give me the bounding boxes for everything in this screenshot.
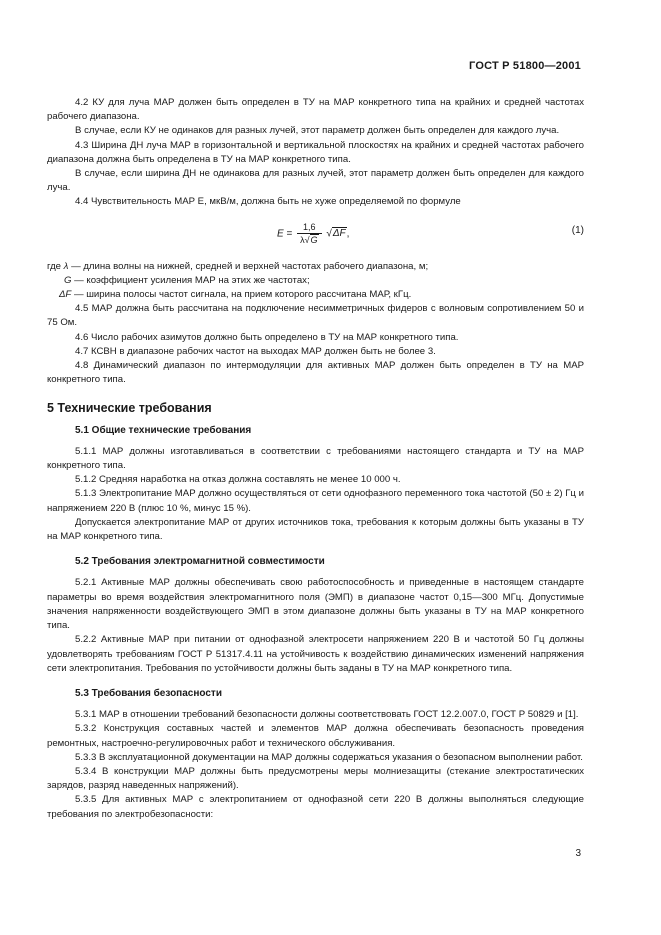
paragraph-4-5: 4.5 МАР должна быть рассчитана на подключение несимметричных фидеров с волновым сопротивлением 50 и 75 Ом. [47, 303, 584, 329]
formula-sqrt-g: G [310, 234, 318, 245]
section-5-2-heading: 5.2 Требования электромагнитной совместимости [75, 556, 325, 568]
sqrt-symbol: √ [304, 234, 310, 245]
paragraph-5-1-3-note: Допускается электропитание МАР от других источников тока, требования к которым должны быть указаны в ТУ на МАР конкретного типа. [47, 516, 584, 543]
formula-numerator: 1,6 [297, 222, 321, 234]
where-text: — длина волны на нижней, средней и верхней частотах рабочего диапазона, м; [68, 260, 429, 272]
paragraph-5-1-1: 5.1.1 МАР должны изготавливаться в соответствии с требованиями настоящего стандарта и ТУ на МАР конкретного типа. [47, 445, 584, 472]
paragraph-5-3-2: 5.3.2 Конструкция составных частей и элементов МАР должна обеспечивать безопасность проведения ремонтных, настроечно-регулировочных работ и технического обслуживания. [47, 723, 584, 749]
paragraph-4-2b: В случае, если КУ не одинаков для разных лучей, этот параметр должен быть определен для каждого луча. [75, 125, 560, 137]
formula-expression [277, 222, 349, 246]
paragraph-5-3-4: 5.3.4 В конструкции МАР должны быть предусмотрены меры молниезащиты (стекание электростатических зарядов, разряд наведенных напряжений). [47, 765, 584, 792]
paragraph-4-7: 4.7 КСВН в диапазоне рабочих частот на выходах МАР должен быть не более 3. [75, 345, 436, 357]
where-symbol: ΔF [59, 289, 72, 301]
paragraph-4-6: 4.6 Число рабочих азимутов должно быть определено в ТУ на МАР конкретного типа. [75, 331, 459, 343]
where-symbol: λ [63, 260, 69, 272]
sqrt-symbol: √ [326, 228, 332, 240]
paragraph-4-3a: 4.3 Ширина ДН луча МАР в горизонтальной и вертикальной плоскостях на крайних и средней частотах рабочего диапазона должна быть определена в ТУ на МАР конкретного типа. [47, 139, 584, 165]
formula-comma: , [346, 228, 350, 240]
where-line-g [47, 274, 584, 288]
document-id: ГОСТ Р 51800—2001 [469, 60, 581, 72]
paragraph-5-2-2: 5.2.2 Активные МАР при питании от однофазной электросети напряжением 220 В и частотой 50 Гц должны удовлетворять требованиям ГОСТ Р 51317.4.11 на устойчивость к воздействию динамических изменений напряжения сети электропитания. Требования по устойчивости должны быть заданы в ТУ на МАР конкретного типа. [47, 634, 584, 674]
paragraph-5-3-1: 5.3.1 МАР в отношении требований безопасности должны соответствовать ГОСТ 12.2.007.0, ГОСТ Р 50829 и [1]. [75, 709, 579, 721]
page-content [47, 96, 584, 822]
where-symbol: G [64, 274, 72, 286]
paragraph-5-1-2: 5.1.2 Средняя наработка на отказ должна составлять не менее 10 000 ч. [75, 474, 401, 486]
paragraph-5-3-3: 5.3.3 В эксплуатационной документации на МАР должны содержаться указания о безопасном выполнении работ. [75, 751, 583, 763]
formula-fraction [297, 222, 321, 246]
section-5-1-heading: 5.1 Общие технические требования [75, 424, 252, 436]
paragraph-5-3-5: 5.3.5 Для активных МАР с электропитанием от однофазной сети 220 В должны выполняться следующие требования по электробезопасности: [47, 794, 584, 820]
formula-lhs: E [277, 228, 284, 240]
where-line-df [47, 288, 584, 302]
paragraph-4-2a: 4.2 КУ для луча МАР должен быть определен в ТУ на МАР конкретного типа на крайних и средней частотах рабочего диапазона. [47, 97, 584, 123]
paragraph-4-4: 4.4 Чувствительность МАР E, мкВ/м, должна быть не хуже определяемой по формуле [75, 196, 461, 208]
paragraph-4-3b: В случае, если ширина ДН не одинакова для разных лучей, этот параметр должен быть определен для каждого луча. [47, 168, 584, 194]
where-text: — коэффициент усиления МАР на этих же частотах; [71, 274, 310, 286]
formula-lambda: λ [300, 234, 305, 245]
where-text: — ширина полосы частот сигнала, на прием которого рассчитана МАР, кГц. [71, 289, 412, 301]
section-5-3-heading: 5.3 Требования безопасности [75, 687, 222, 699]
formula-equals: = [286, 228, 293, 240]
paragraph-5-2-1: 5.2.1 Активные МАР должны обеспечивать свою работоспособность и приведенные в настоящем стандарте параметры во время воздействия электромагнитного поля (ЭМП) в диапазоне частот 0,15—300 МГц. Допустимые значения напряженности воздействующего ЭМП в этом диапазоне должны быть указаны в ТУ на МАР конкретного типа. [47, 577, 584, 632]
formula-number: (1) [571, 224, 584, 236]
page-number: 3 [575, 848, 581, 859]
where-line-lambda [47, 260, 584, 274]
formula-1 [47, 214, 584, 260]
where-prefix: где [47, 260, 64, 272]
paragraph-4-8: 4.8 Динамический диапазон по интермодуляции для активных МАР должен быть определен в ТУ на МАР конкретного типа. [47, 360, 584, 386]
formula-sqrt-df: ΔF [332, 228, 346, 240]
formula-denominator [297, 234, 321, 246]
section-5-heading: 5 Технические требования [47, 401, 212, 416]
paragraph-5-1-3: 5.1.3 Электропитание МАР должно осуществляться от сети однофазного переменного тока частотой (50 ± 2) Гц и напряжением 220 В (плюс 10 %, минус 15 %). [47, 488, 584, 514]
